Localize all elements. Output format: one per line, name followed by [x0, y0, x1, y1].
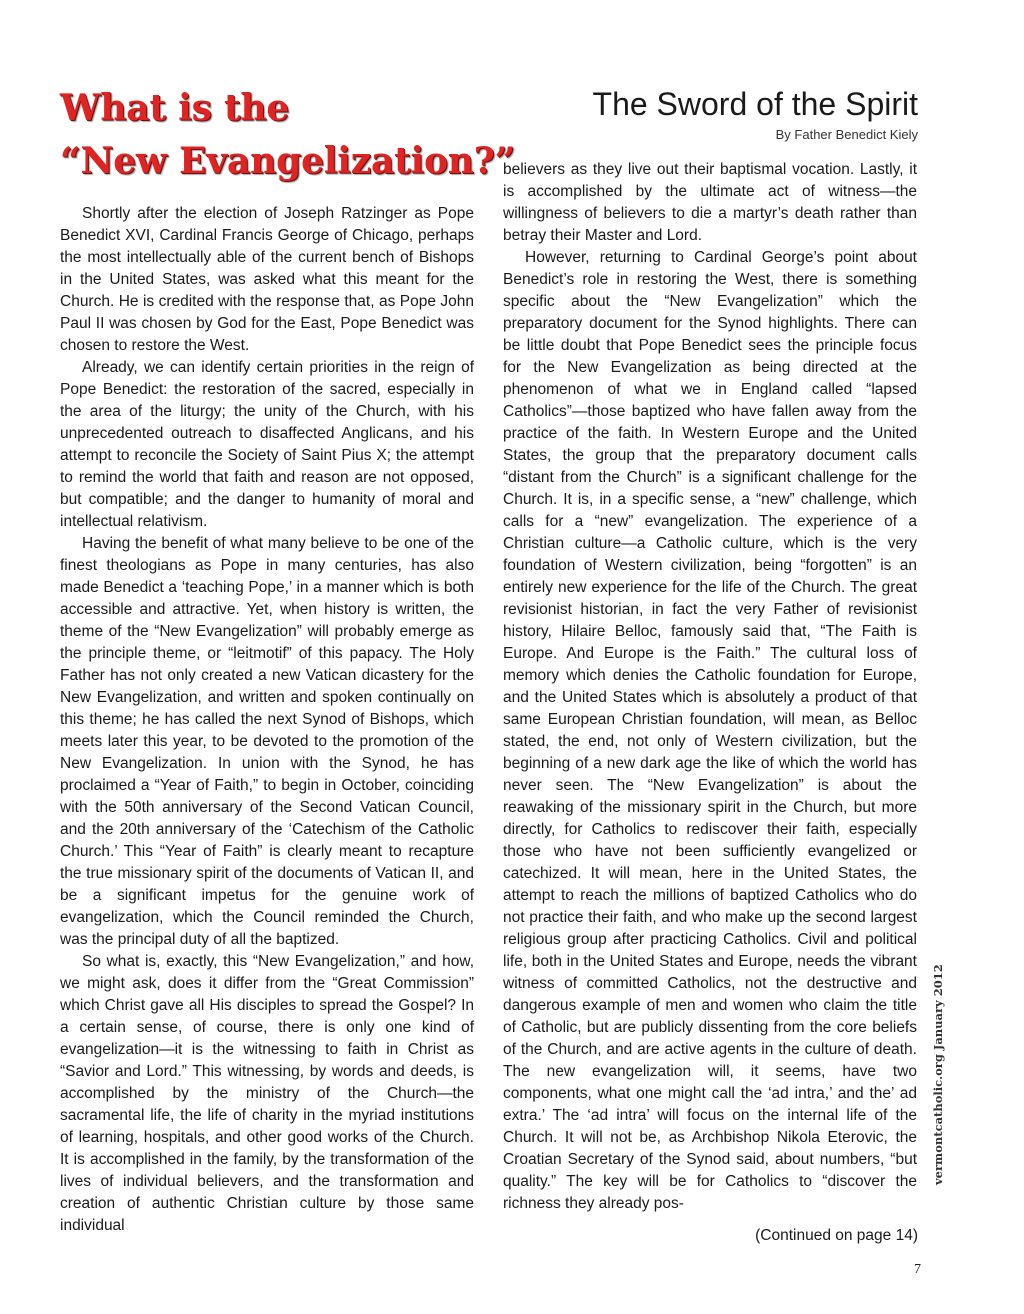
continued-note: (Continued on page 14): [755, 1227, 918, 1244]
section-title: The Sword of the Spirit: [592, 86, 918, 122]
body-paragraph: Having the benefit of what many believe to be one of the finest theologians as Pope in many centuries, has also made Benedict a ‘teaching Pope,’ in a manner which is both accessible and attractive. Yet, when history is written, the theme of the “New Evangelization” will probably emerge as the principle theme, or “leitmotif” of this papacy. The Holy Father has not only created a new Vatican dicastery for the New Evangelization, and written and spoken continually on this theme; he has called the next Synod of Bishops, which meets later this year, to be devoted to the promotion of the New Evangelization. In union with the Synod, he has proclaimed a “Year of Faith,” to begin in October, coinciding with the 50th anniversary of the Second Vatican Council, and the 20th anniversary of the ‘Catechism of the Catholic Church.’ This “Year of Faith” is clearly meant to recapture the true missionary spirit of the documents of Vatican II, and be a significant impetus for the genuine work of evangelization, which the Council reminded the Church, was the principal duty of all the baptized.: [60, 535, 474, 948]
headline-line-1: What is the: [60, 87, 290, 129]
byline: By Father Benedict Kiely: [775, 127, 918, 142]
body-paragraph: Already, we can identify certain priorities in the reign of Pope Benedict: the restoration of the sacred, especially in the area of the liturgy; the unity of the Church, with his unprecedented outreach to disaffected Anglicans, and his attempt to reconcile the Society of Saint Pius X; the attempt to remind the world that faith and reason are not opposed, but compatible; and the danger to humanity of moral and intellectual relativism.: [60, 359, 474, 530]
body-paragraph: However, returning to Cardinal George’s point about Benedict’s role in restoring the West, there is something specific about the “New Evangelization” which the preparatory document for the Synod highlights. There can be little doubt that Pope Benedict sees the principle focus for the New Evangelization as being directed at the phenomenon of what we in England called “lapsed Catholics”—those baptized who have fallen away from the practice of the faith. In Western Europe and the United States, the group that the preparatory document calls “distant from the Church” is a significant challenge for the Church. It is, in a specific sense, a “new” challenge, which calls for a “new” evangelization. The experience of a Christian culture—a Catholic culture, which is the very foundation of Western civilization, being “forgotten” is an entirely new experience for the life of the Church. The great revisionist historian, in fact the very Father of revisionist history, Hilaire Belloc, famously said that, “The Faith is Europe. And Europe is the Faith.” The cultural loss of memory which denies the Catholic foundation for Europe, and the United States which is absolutely a product of that same European Christian foundation, will mean, as Belloc stated, the end, not only of Western civilization, but the beginning of a new dark age the like of which the world has never seen. The “New Evangelization” is about the reawaking of the missionary spirit in the Church, but more directly, for Catholics to rediscover their faith, especially those who have not been sufficiently evangelized or catechized. It will mean, here in the United States, the attempt to reach the millions of baptized Catholics who do not practice their faith, and who make up the second largest religious group after practicing Catholics. Civil and political life, both in the United States and Europe, needs the vibrant witness of committed Catholics, not the destructive and dangerous example of men and women who claim the title of Catholic, but are publicly dissenting from the core beliefs of the Church, and are active agents in the culture of death. The new evangelization will, it seems, have two components, what one might call the ‘ad intra,’ and the’ ad extra.’ The ‘ad intra’ will focus on the internal life of the Church. It will not be, as Archbishop Nikola Eterovic, the Croatian Secretary of the Synod said, about numbers, “but quality.” The key will be for Catholics to “discover the richness they already pos-: [503, 249, 917, 1212]
body-paragraph: believers as they live out their baptismal vocation. Lastly, it is accomplished by the ultimate act of witness—the willingness of believers to die a martyr’s death rather than betray their Master and Lord.: [503, 161, 917, 244]
page-number: 7: [914, 1262, 921, 1277]
headline-line-2: “New Evangelization?”: [60, 140, 516, 182]
body-paragraph: Shortly after the election of Joseph Ratzinger as Pope Benedict XVI, Cardinal Francis George of Chicago, perhaps the most intellectually able of the current bench of Bishops in the United States, was asked what this meant for the Church. He is credited with the response that, as Pope John Paul II was chosen by God for the East, Pope Benedict was chosen to restore the West.: [60, 205, 474, 354]
folio-line: vermontcatholic.org January 2012: [931, 964, 945, 1185]
article-column-left: [60, 203, 474, 1237]
article-column-right: [503, 159, 917, 1215]
article-headline: [60, 82, 516, 188]
body-paragraph: So what is, exactly, this “New Evangelization,” and how, we might ask, does it differ from the “Great Commission” which Christ gave all His disciples to spread the Gospel? In a certain sense, of course, there is only one kind of evangelization—it is the witnessing to faith in Christ as “Savior and Lord.” This witnessing, by words and deeds, is accomplished by the ministry of the Church—the sacramental life, the life of charity in the myriad institutions of learning, hospitals, and other good works of the Church. It is accomplished in the family, by the transformation of the lives of individual believers, and the transformation and creation of authentic Christian culture by those same individual: [60, 953, 474, 1234]
